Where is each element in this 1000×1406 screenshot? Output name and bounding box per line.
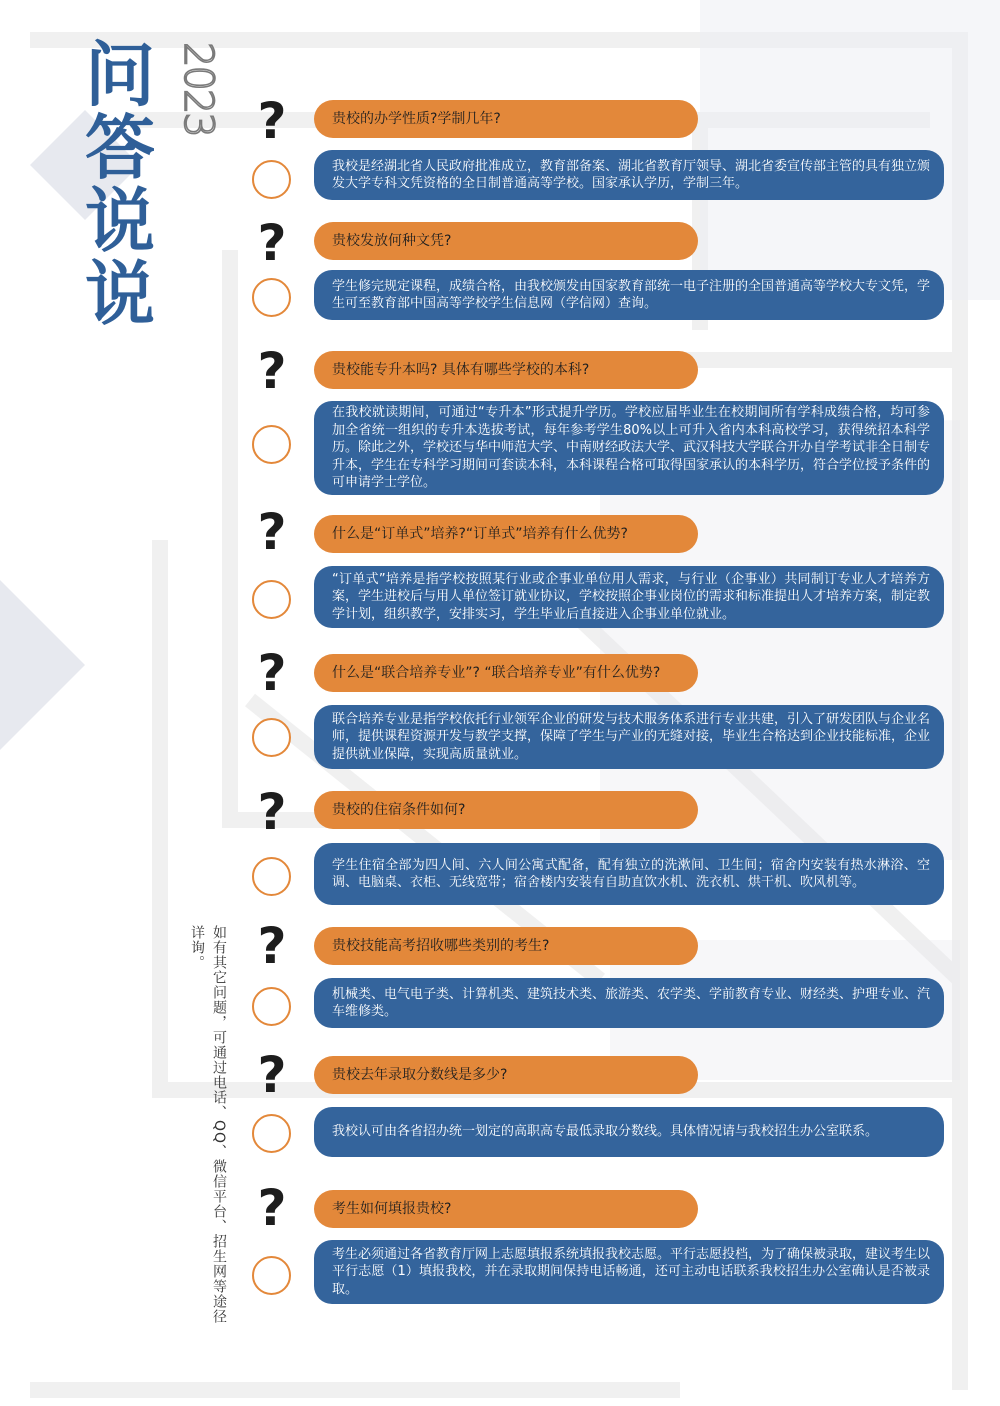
question-bubble: 什么是“联合培养专业”? “联合培养专业”有什么优势? [314, 654, 698, 692]
question-mark-icon: ? [257, 1046, 287, 1104]
question-bubble: 贵校的办学性质?学制几年? [314, 100, 698, 138]
question-mark-icon: ? [257, 644, 287, 702]
answer-bubble [314, 270, 944, 320]
answer-bubble [314, 978, 944, 1028]
question-bubble: 贵校技能高考招收哪些类别的考生? [314, 927, 698, 965]
title-char: 说 [85, 252, 155, 335]
question-bubble: 什么是“订单式”培养?“订单式”培养有什么优势? [314, 515, 698, 553]
answer-text: 我校认可由各省招办统一划定的高职高专最低录取分数线。具体情况请与我校招生办公室联系。 [332, 1124, 879, 1140]
answer-text: 学生修完规定课程，成绩合格，由我校颁发由国家教育部统一电子注册的全国普通高等学校大专文凭，学生可至教育部中国高等学校学生信息网（学信网）查询。 [332, 278, 931, 311]
ring-icon [252, 425, 291, 464]
answer-bubble [314, 843, 944, 905]
question-mark-icon: ? [257, 783, 287, 841]
title-char: 答 [85, 106, 155, 189]
question-mark-icon: ? [257, 342, 287, 400]
answer-text: “订单式”培养是指学校按照某行业或企事业单位用人需求，与行业（企事业）共同制订专业人才培养方案，学生进校后与用人单位签订就业协议，学校按照企事业岗位的需求和标准提出人才培养方案，制定教学计划，组织教学，安排实习，学生毕业后直接进入企事业单位就业。 [332, 571, 931, 622]
ring-icon [252, 580, 291, 619]
answer-bubble [314, 1107, 944, 1157]
ring-icon [252, 987, 291, 1026]
answer-text: 考生必须通过各省教育厅网上志愿填报系统填报我校志愿。平行志愿投档，为了确保被录取，建议考生以平行志愿（1）填报我校，并在录取期间保持电话畅通，还可主动电话联系我校招生办公室确认是否被录取。 [332, 1246, 931, 1297]
question-mark-icon: ? [257, 92, 287, 150]
ring-icon [252, 857, 291, 896]
ring-icon [252, 718, 291, 757]
question-bubble: 贵校去年录取分数线是多少? [314, 1056, 698, 1094]
question-mark-icon: ? [257, 1179, 287, 1237]
answer-bubble [314, 705, 944, 769]
answer-bubble [314, 401, 944, 495]
question-mark-icon: ? [257, 503, 287, 561]
answer-text: 我校是经湖北省人民政府批准成立，教育部备案、湖北省教育厅领导、湖北省委宣传部主管的具有独立颁发大学专科文凭资格的全日制普通高等学校。国家承认学历，学制三年。 [332, 158, 931, 191]
question-bubble: 贵校发放何种文凭? [314, 222, 698, 260]
answer-text: 在我校就读期间，可通过“专升本”形式提升学历。学校应届毕业生在校期间所有学科成绩合格，均可参加全省统一组织的专升本选拔考试，每年参考学生80%以上可升入省内本科高校学习，获得统招本科学历。除此之外，学校还与华中师范大学、中南财经政法大学、武汉科技大学联合开办自学考试非全日制专升本，学生在专科学习期间可套读本科，本科课程合格可取得国家承认的本科学历，符合学位授予条件的可申请学士学位。 [332, 405, 931, 491]
ring-icon [252, 1114, 291, 1153]
contact-note: 如有其它问题，可通过电话、QQ、微信平台、招生网等途径详询。 [189, 925, 227, 1325]
ring-icon [252, 1256, 291, 1295]
question-bubble: 考生如何填报贵校? [314, 1190, 698, 1228]
answer-text: 学生住宿全部为四人间、六人间公寓式配备，配有独立的洗漱间、卫生间；宿舍内安装有热水淋浴、空调、电脑桌、衣柜、无线宽带；宿舍楼内安装有自助直饮水机、洗衣机、烘干机、吹风机等。 [332, 857, 930, 890]
ring-icon [252, 278, 291, 317]
answer-bubble [314, 1240, 944, 1304]
title-char: 问 [85, 33, 155, 116]
title-char: 说 [85, 179, 155, 262]
question-mark-icon: ? [257, 917, 287, 975]
question-mark-icon: ? [257, 214, 287, 272]
ring-icon [252, 160, 291, 199]
answer-text: 机械类、电气电子类、计算机类、建筑技术类、旅游类、农学类、学前教育专业、财经类、护理专业、汽车维修类。 [332, 986, 931, 1019]
answer-bubble [314, 150, 944, 200]
answer-bubble [314, 566, 944, 628]
answer-text: 联合培养专业是指学校依托行业领军企业的研发与技术服务体系进行专业共建，引入了研发团队与企业名师，提供课程资源开发与教学支撑，保障了学生与产业的无缝对接，毕业生合格达到企业技能标准，企业提供就业保障，实现高质量就业。 [332, 711, 931, 762]
question-bubble: 贵校的住宿条件如何? [314, 791, 698, 829]
question-bubble: 贵校能专升本吗? 具体有哪些学校的本科? [314, 351, 698, 389]
year-label: 2023 [175, 42, 221, 136]
